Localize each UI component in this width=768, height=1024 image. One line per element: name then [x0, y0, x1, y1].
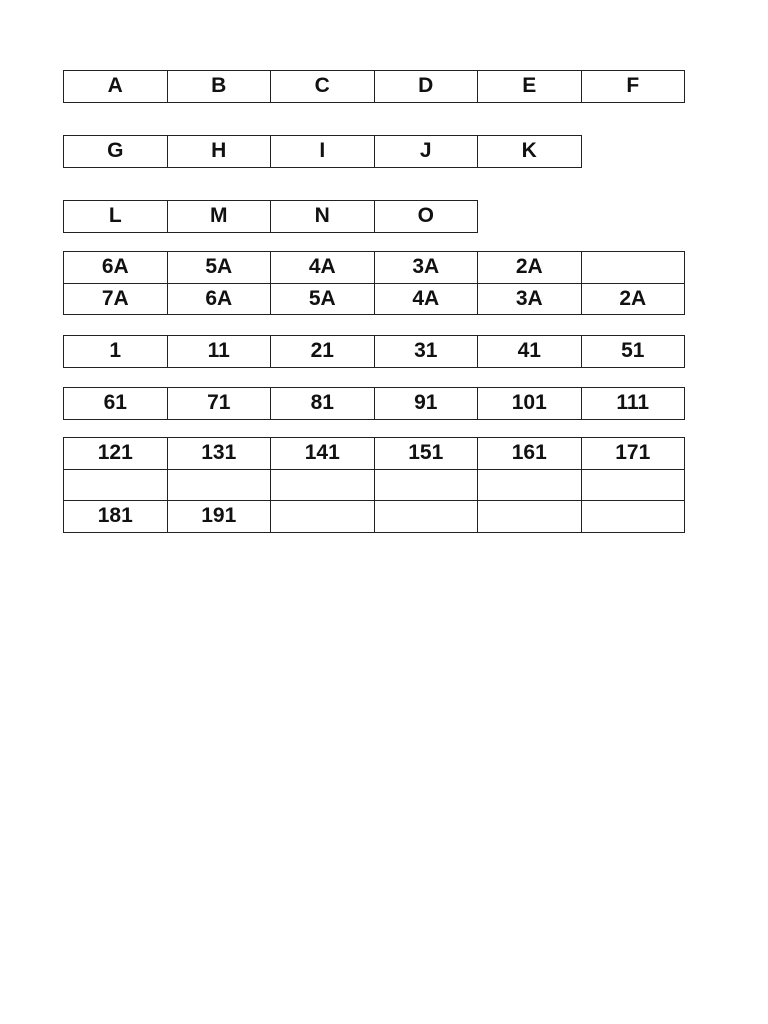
table-cell: 6A — [64, 252, 168, 284]
table-row — [64, 336, 685, 368]
table-cell — [64, 469, 168, 501]
table-cell: 21 — [271, 336, 375, 368]
table-cell — [374, 469, 478, 501]
table-row — [64, 438, 685, 470]
table-cell — [271, 469, 375, 501]
table-cell: 161 — [478, 438, 582, 470]
table-cell — [478, 469, 582, 501]
table-cell: B — [167, 71, 271, 103]
table-cell: 3A — [374, 252, 478, 284]
table-cell: G — [64, 136, 168, 168]
table-cell: 5A — [271, 283, 375, 315]
table-cell: 171 — [581, 438, 685, 470]
table-cell — [581, 469, 685, 501]
table-cell: E — [478, 71, 582, 103]
table-cell: 111 — [581, 388, 685, 420]
table-cell: A — [64, 71, 168, 103]
table-cell: 41 — [478, 336, 582, 368]
table-cell: 7A — [64, 283, 168, 315]
table-cell: 1 — [64, 336, 168, 368]
table-cell: 121 — [64, 438, 168, 470]
table-cell: 191 — [167, 501, 271, 533]
table-cell: 91 — [374, 388, 478, 420]
table-cell — [478, 501, 582, 533]
table-cell: 151 — [374, 438, 478, 470]
table-cell: 4A — [271, 252, 375, 284]
table-cell: N — [271, 201, 375, 233]
table-cell: J — [374, 136, 478, 168]
table-cell: 4A — [374, 283, 478, 315]
table-cell: I — [271, 136, 375, 168]
table-cell — [167, 469, 271, 501]
numbers-table-1 — [63, 335, 685, 368]
table-cell: 31 — [374, 336, 478, 368]
table-cell: 5A — [167, 252, 271, 284]
table-cell: O — [374, 201, 478, 233]
table-cell: 3A — [478, 283, 582, 315]
table-cell: L — [64, 201, 168, 233]
table-cell: 81 — [271, 388, 375, 420]
numbers-table-2 — [63, 387, 685, 420]
table-cell: 6A — [167, 283, 271, 315]
letters-table-3 — [63, 200, 478, 233]
table-row — [64, 388, 685, 420]
table-cell: 101 — [478, 388, 582, 420]
table-cell — [271, 501, 375, 533]
table-cell: K — [478, 136, 582, 168]
table-cell — [374, 501, 478, 533]
table-cell: F — [581, 71, 685, 103]
table-cell: 2A — [581, 283, 685, 315]
letters-table-1 — [63, 70, 685, 103]
table-cell: 141 — [271, 438, 375, 470]
table-cell: 2A — [478, 252, 582, 284]
letters-table-2 — [63, 135, 582, 168]
table-row — [64, 136, 582, 168]
numbers-table-3 — [63, 437, 685, 533]
table-cell: 181 — [64, 501, 168, 533]
table-cell: D — [374, 71, 478, 103]
table-row — [64, 252, 685, 284]
table-cell: 51 — [581, 336, 685, 368]
table-cell — [581, 501, 685, 533]
codes-table — [63, 251, 685, 315]
table-row — [64, 71, 685, 103]
table-cell: 11 — [167, 336, 271, 368]
table-cell: 71 — [167, 388, 271, 420]
table-row — [64, 201, 478, 233]
table-cell: C — [271, 71, 375, 103]
table-row — [64, 469, 685, 501]
table-row — [64, 501, 685, 533]
table-row — [64, 283, 685, 315]
table-cell — [581, 252, 685, 284]
table-cell: 61 — [64, 388, 168, 420]
table-cell: M — [167, 201, 271, 233]
table-cell: 131 — [167, 438, 271, 470]
table-cell: H — [167, 136, 271, 168]
